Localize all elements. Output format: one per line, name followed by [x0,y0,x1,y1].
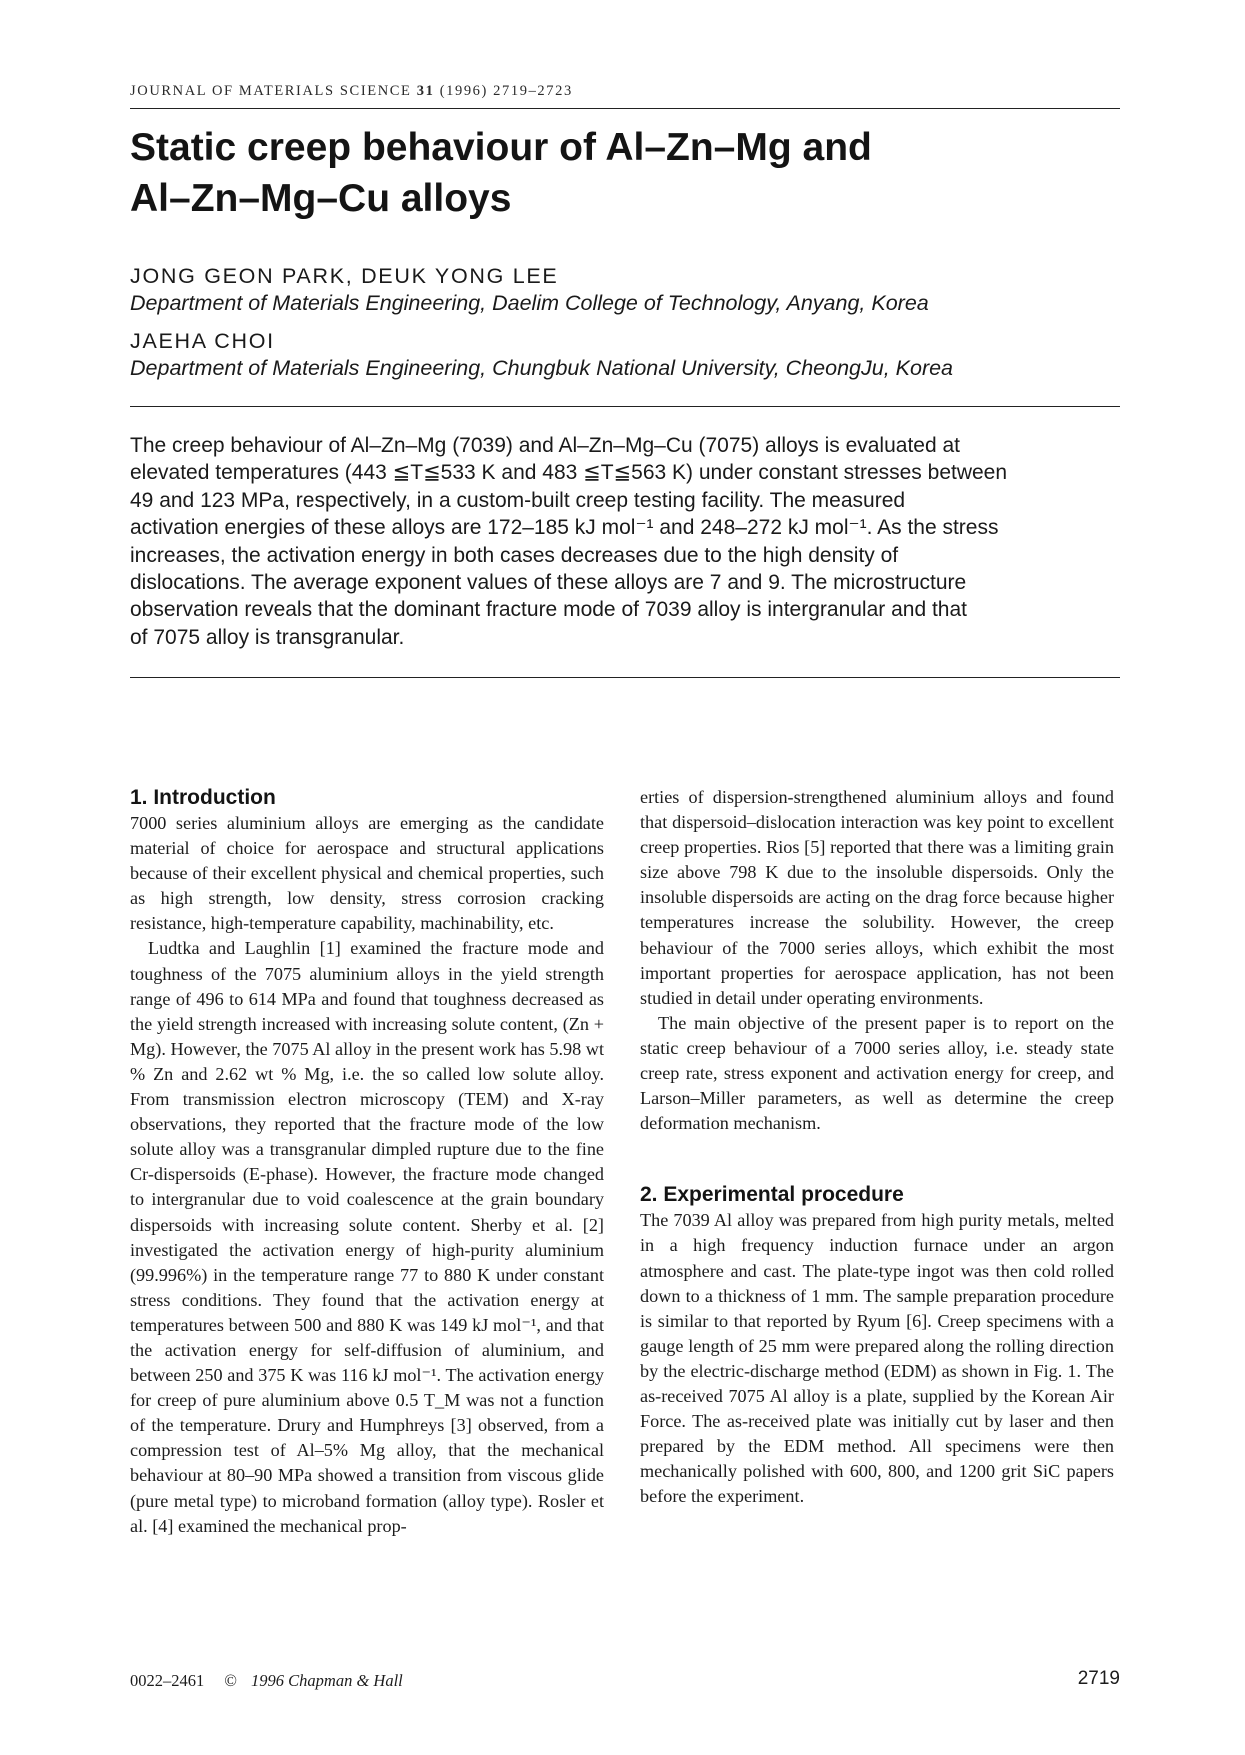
page-number: 2719 [1077,1668,1120,1689]
experimental-paragraph-1: The 7039 Al alloy was prepared from high purity metals, melted in a high frequency induction furnace under an argon atmosphere and cast. The plate-type ingot was then cold rolled down to a thickness of 1 mm. The sample preparation procedure is similar to that reported by Ryum [6]. Creep specimens with a gauge length of 25 mm were prepared along the rolling direction by the electric-discharge method (EDM) as shown in Fig. 1. The as-received 7075 Al alloy is a plate, supplied by the Korean Air Force. The as-received plate was initially cut by laser and then prepared by the EDM method. All specimens were then mechanically polished with 600, 800, and 1200 grit SiC papers before the experiment. [640,1210,1114,1507]
paper-title [130,122,1120,224]
author-affiliation-1: Department of Materials Engineering, Daelim College of Technology, Anyang, Korea [130,291,929,315]
abstract-bottom-rule [130,677,1120,678]
right-column [640,785,1114,1509]
publisher: 1996 Chapman & Hall [251,1671,403,1690]
author-names-1: JONG GEON PARK, DEUK YONG LEE [130,264,559,288]
intro-paragraph-objective: The main objective of the present paper is to report on the static creep behaviour of a 7000 series alloy, i.e. steady state creep rate, stress exponent and activation energy for creep, and Larson–Miller parameters, as well as determine the creep deformation mechanism. [640,1012,1114,1134]
title-line-2: Al–Zn–Mg–Cu alloys [130,177,512,220]
issn: 0022–2461 [130,1671,205,1690]
running-header [130,83,1120,100]
author-affiliation-2: Department of Materials Engineering, Chungbuk National University, CheongJu, Korea [130,356,954,380]
journal-year-pages: (1996) 2719–2723 [439,83,573,99]
title-line-1: Static creep behaviour of Al–Zn–Mg and [130,126,872,169]
journal-volume: 31 [416,83,435,99]
abstract-top-rule [130,406,1120,407]
abstract: The creep behaviour of Al–Zn–Mg (7039) and Al–Zn–Mg–Cu (7075) alloys is evaluated at elevated temperatures (443 ≦T≦533 K and 483 ≦T≦563 K) under constant stresses between 49 and 123 MPa, respectively, in a custom-built creep testing facility. The measured activation energies of these alloys are 172–185 kJ mol⁻¹ and 248–272 kJ mol⁻¹. As the stress increases, the activation energy in both cases decreases due to the high density of dislocations. The average exponent values of these alloys are 7 and 9. The microstructure observation reveals that the dominant fracture mode of 7039 alloy is intergranular and that of 7075 alloy is transgranular. [130,434,1008,649]
intro-paragraph-continued: erties of dispersion-strengthened aluminium alloys and found that dispersoid–dislocation interaction was key point to excellent creep properties. Rios [5] reported that there was a limiting grain size above 798 K due to the insoluble dispersoids. Only the insoluble dispersoids are acting on the drag force because higher temperatures increase the solubility. However, the creep behaviour of the 7000 series alloys, which exhibit the most important properties for aerospace application, has not been studied in detail under operating environments. [640,787,1114,1008]
left-column [130,785,604,1539]
section-gap [640,1136,1114,1182]
intro-paragraph-1: 7000 series aluminium alloys are emerging as the candidate material of choice for aerospace and structural applications because of their excellent physical and chemical properties, such as high strength, low density, stress corrosion cracking resistance, high-temperature capability, machinability, etc. [130,813,604,934]
footer-copyright [130,1671,403,1691]
journal-name: JOURNAL OF MATERIALS SCIENCE [130,83,412,99]
header-rule [130,108,1120,109]
copyright-icon: © [224,1671,237,1690]
intro-paragraph-2: Ludtka and Laughlin [1] examined the fracture mode and toughness of the 7075 aluminium alloys in the yield strength range of 496 to 614 MPa and found that toughness decreased as the yield strength increased with increasing solute content, (Zn + Mg). However, the 7075 Al alloy in the present work has 5.98 wt % Zn and 2.62 wt % Mg, i.e. the so called low solute alloy. From transmission electron microscopy (TEM) and X-ray observations, they reported that the fracture mode of the low solute alloy was a transgranular dimpled rupture due to the fine Cr-dispersoids (E-phase). However, the fracture mode changed to intergranular due to void coalescence at the grain boundary dispersoids with increasing solute content. Sherby et al. [2] investigated the activation energy of high-purity aluminium (99.996%) in the temperature range 77 to 880 K under constant stress conditions. They found that the activation energy at temperatures between 500 and 880 K was 149 kJ mol⁻¹, and that the activation energy for self-diffusion of aluminium, and between 250 and 375 K was 116 kJ mol⁻¹. The activation energy for creep of pure aluminium above 0.5 T_M was not a function of the temperature. Drury and Humphreys [3] observed, from a compression test of Al–5% Mg alloy, that the mechanical behaviour at 80–90 MPa showed a transition from viscous glide (pure metal type) to microband formation (alloy type). Rosler et al. [4] examined the mechanical prop- [130,938,604,1536]
author-names-2: JAEHA CHOI [130,329,275,353]
section-heading-experimental: 2. Experimental procedure [640,1183,904,1207]
section-heading-introduction: 1. Introduction [130,786,276,809]
